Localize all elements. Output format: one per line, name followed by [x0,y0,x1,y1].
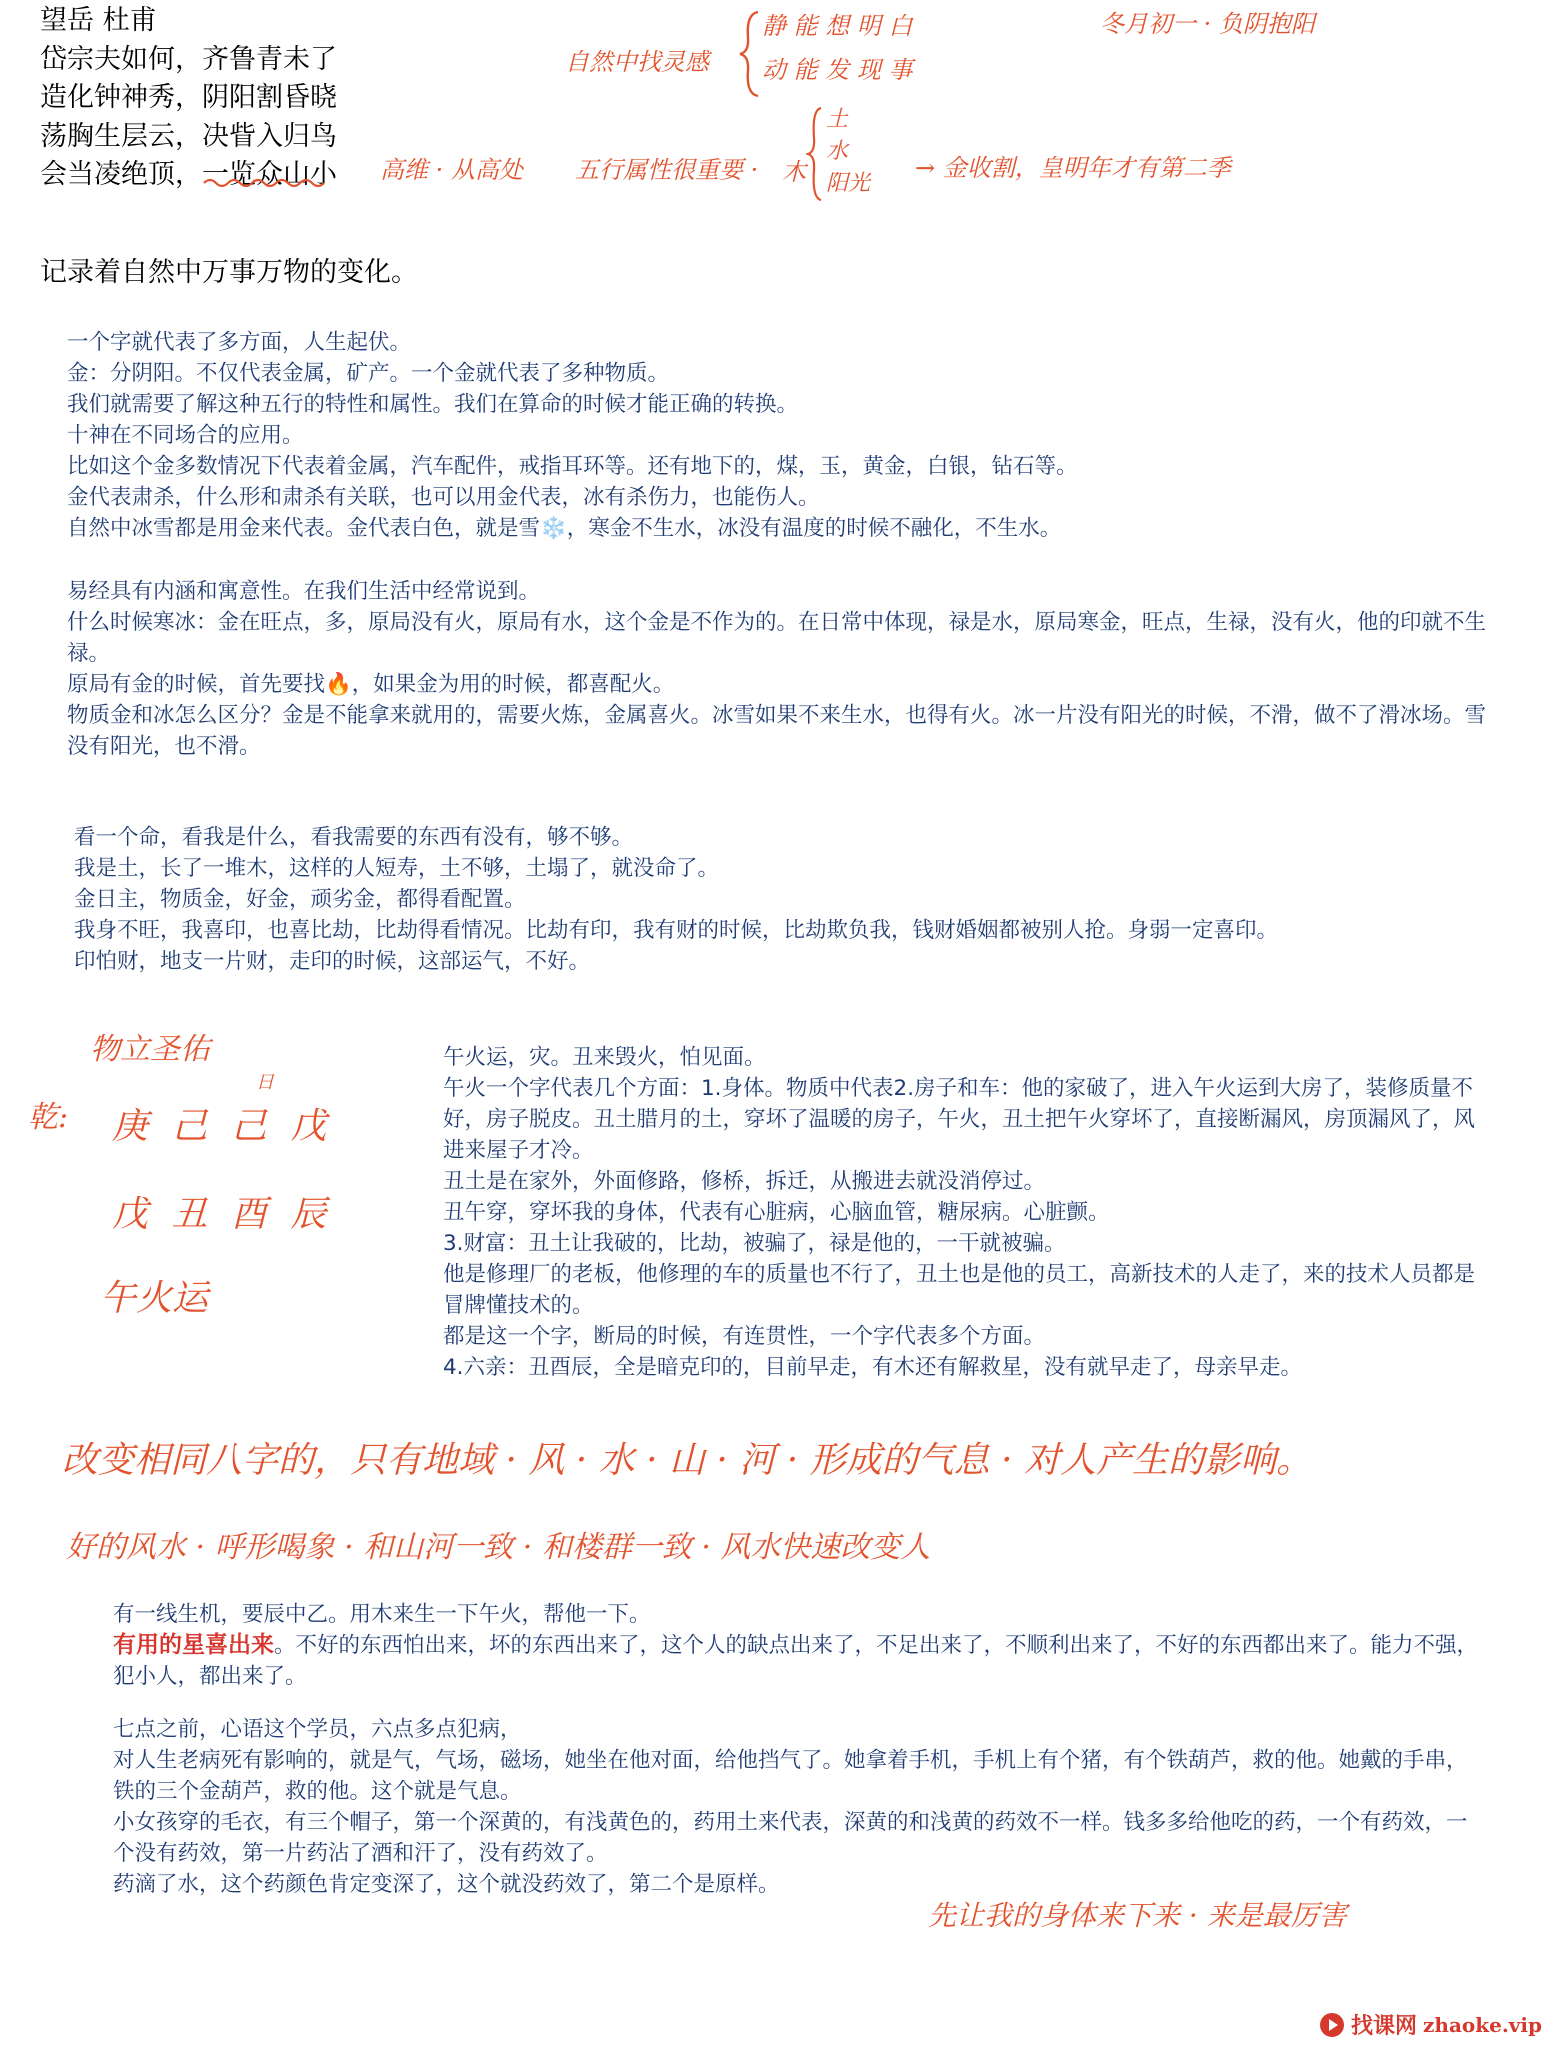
paragraph: 小女孩穿的毛衣，有三个帽子，第一个深黄的，有浅黄色的，药用土来代表，深黄的和浅黄的药效不一样。钱多多给他吃的药，一个有药效，一个没有药效，第一片药沾了酒和汗了，没有药效了。 [113,1810,1468,1866]
paragraph: 丑午穿，穿坏我的身体，代表有心脏病，心脑血管，糖尿病。心脏颤。 [443,1200,1110,1225]
annotation-brace-line1: 静 能 想 明 白 [762,12,913,40]
annotation-arrow-note: → 金收割，皇明年才有第二季 [915,154,1231,182]
paragraph: 有一线生机，要辰中乙。用木来生一下午火，帮他一下。 [113,1602,651,1627]
poem-title: 望岳 杜甫 [40,5,157,36]
text-block-qi [113,1599,1483,1900]
annotation-wood-items [826,104,870,200]
annotation-wuli-title: 物立圣佑 [90,1032,210,1067]
wood-item: 水 [826,139,849,164]
annotation-wuxing-important: 五行属性很重要 · [575,156,759,184]
paragraph: 金日主，物质金，好金，顽劣金，都得看配置。 [74,887,526,912]
paragraph: 一个字就代表了多方面，人生起伏。 [67,330,412,355]
text-block-destiny [74,822,1494,977]
brace-mark [806,104,824,204]
paragraph: 丑土是在家外，外面修路，修桥，拆迁，从搬进去就没消停过。 [443,1169,1046,1194]
paragraph: 看一个命，看我是什么，看我需要的东西有没有，够不够。 [74,825,634,850]
paragraph: 午火一个字代表几个方面：1.身体。物质中代表2.房子和车：他的家破了，进入午火运到大房了，装修质量不好，房子脱皮。丑土腊月的土，穿坏了温暖的房子，午火，丑土把午火穿坏了，直接断漏风，房顶漏风了，风进来屋子才冷。 [443,1076,1476,1163]
highlight-text: 有用的星喜出来 [113,1632,274,1658]
annotation-high-view: 高维 · 从高处 [380,156,523,184]
text-block-ice [67,576,1487,762]
poem-line: 造化钟神秀，阴阳割昏晓 [40,82,337,113]
paragraph: 物质金和冰怎么区分？金是不能拿来就用的，需要火炼，金属喜火。冰雪如果不来生水，也得有火。冰一片没有阳光的时候，不滑，做不了滑冰场。雪没有阳光，也不滑。 [67,703,1487,759]
wood-item: 阳光 [826,171,871,196]
annotation-qian: 乾: [28,1100,69,1135]
play-logo-icon [1319,2012,1345,2038]
paragraph-rest: 。不好的东西怕出来，坏的东西出来了，这个人的缺点出来了，不足出来了，不顺利出来了，不好的东西都出来了。能力不强，犯小人，都出来了。 [113,1633,1479,1689]
annotation-stems: 庚 己 己 戊 [112,1106,333,1147]
paragraph: 比如这个金多数情况下代表着金属，汽车配件，戒指耳环等。还有地下的，煤，玉，黄金，白银，钻石等。 [67,454,1078,479]
wavy-underline [202,176,332,190]
annotation-fengshui-line1: 改变相同八字的，只有地域 · 风 · 水 · 山 · 河 · 形成的气息 · 对人产生的影响。 [62,1440,1312,1481]
annotation-brace-line2: 动 能 发 现 事 [762,56,913,84]
paragraph: 什么时候寒冰：金在旺点，多，原局没有火，原局有水，这个金是不作为的。在日常中体现，禄是水，原局寒金，旺点，生禄，没有火，他的印就不生禄。 [67,610,1487,666]
watermark-url: zhaoke.vip [1423,2012,1542,2037]
watermark [1319,2009,1542,2040]
poem-line: 会当凌绝顶，一览众山小 [40,159,337,190]
brace-mark [738,8,762,98]
paragraph: 都是这一个字，断局的时候，有连贯性，一个字代表多个方面。 [443,1324,1046,1349]
paragraph: 我是土，长了一堆木，这样的人短寿，土不够，土塌了，就没命了。 [74,856,720,881]
text-block-wuhuo [443,1042,1483,1383]
paragraph: 我身不旺，我喜印，也喜比劫，比劫得看情况。比劫有印，我有财的时候，比劫欺负我，钱财婚姻都被别人抢。身弱一定喜印。 [74,918,1279,943]
annotation-wood: 木 [782,158,806,186]
paragraph: 自然中冰雪都是用金来代表。金代表白色，就是雪❄️，寒金不生水，冰没有温度的时候不融化，不生水。 [67,516,1062,541]
paragraph [113,1630,1483,1692]
poem-line: 荡胸生层云，决眥入归鸟 [40,120,337,152]
annotation-bottom-note: 先让我的身体来下来 · 来是最厉害 [928,1899,1347,1932]
paragraph: 金：分阴阳。不仅代表金属，矿产。一个金就代表了多种物质。 [67,361,670,386]
paragraph: 我们就需要了解这种五行的特性和属性。我们在算命的时候才能正确的转换。 [67,392,799,417]
paragraph: 印怕财，地支一片财，走印的时候，这部运气，不好。 [74,949,591,974]
text-block-metal [67,327,1487,544]
annotation-wuhuo-yun: 午火运 [100,1278,209,1319]
paragraph: 十神在不同场合的应用。 [67,423,304,448]
paragraph: 原局有金的时候，首先要找🔥，如果金为用的时候，都喜配火。 [67,672,675,697]
paragraph: 对人生老病死有影响的，就是气，气场，磁场，她坐在他对面，给他挡气了。她拿着手机，手机上有个猪，有个铁葫芦，救的他。她戴的手串，铁的三个金葫芦，救的他。这个就是气息。 [113,1748,1468,1804]
paragraph: 4.六亲：丑酉辰，全是暗克印的，目前早走，有木还有解救星，没有就早走了，母亲早走。 [443,1355,1303,1380]
paragraph: 易经具有内涵和寓意性。在我们生活中经常说到。 [67,579,541,604]
paragraph: 金代表肃杀，什么形和肃杀有关联，也可以用金代表，冰有杀伤力，也能伤人。 [67,485,820,510]
paragraph: 他是修理厂的老板，他修理的车的质量也不行了，丑土也是他的员工，高新技术的人走了，来的技术人员都是冒牌懂技术的。 [443,1262,1476,1318]
annotation-fengshui-line2: 好的风水 · 呼形喝象 · 和山河一致 · 和楼群一致 · 风水快速改变人 [66,1530,931,1565]
paragraph-gap [113,1692,1483,1714]
poem-line: 岱宗夫如何，齐鲁青未了 [40,43,337,75]
watermark-cn: 找课网 [1351,2014,1418,2039]
wood-item: 土 [826,107,849,132]
paragraph: 午火运，灾。丑来毁火，怕见面。 [443,1045,766,1070]
paragraph: 3.财富：丑土让我破的，比劫，被骗了，禄是他的，一干就被骗。 [443,1231,1066,1256]
intro-line: 记录着自然中万事万物的变化。 [40,257,418,288]
annotation-branches: 戊 丑 酉 辰 [112,1194,333,1235]
paragraph: 药滴了水，这个药颜色肯定变深了，这个就没药效了，第二个是原样。 [113,1872,780,1897]
annotation-top-right: 冬月初一 · 负阴抱阳 [1100,10,1315,38]
annotation-nature-inspiration: 自然中找灵感 [565,48,709,76]
annotation-ri: 日 [256,1072,274,1093]
poem [40,2,337,195]
paragraph: 七点之前，心语这个学员，六点多点犯病， [113,1717,522,1742]
